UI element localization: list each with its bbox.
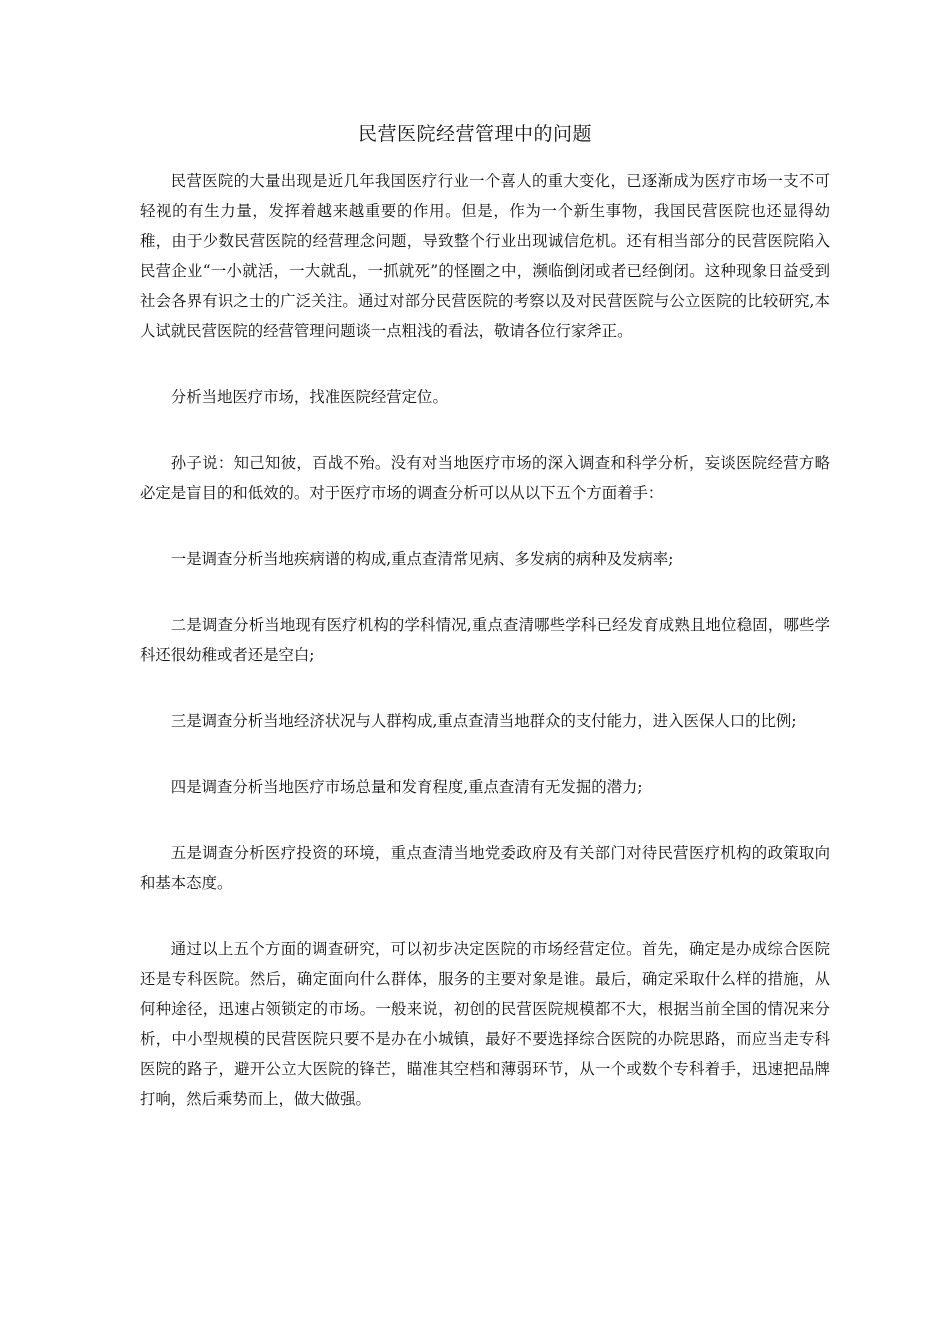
- paragraph-gap: [140, 802, 830, 838]
- intro-paragraph: 民营医院的大量出现是近几年我国医疗行业一个喜人的重大变化，已逐渐成为医疗市场一支不可轻视的有生力量，发挥着越来越重要的作用。但是，作为一个新生事物，我国民营医院也还显得幼稚，由于少数民营医院的经营理念问题，导致整个行业出现诚信危机。还有相当部分的民营医院陷入民营企业“一小就活，一大就乱，一抓就死”的怪圈之中，濒临倒闭或者已经倒闭。这种现象日益受到社会各界有识之士的广泛关注。通过对部分民营医院的考察以及对民营医院与公立医院的比较研究,本人试就民营医院的经营管理问题谈一点粗浅的看法，敬请各位行家斧正。: [140, 172, 830, 340]
- point-two-paragraph: 二是调查分析当地现有医疗机构的学科情况,重点查清哪些学科已经发育成熟且地位稳固，哪些学科还很幼稚或者还是空白;: [140, 616, 830, 664]
- point-one-paragraph: 一是调查分析当地疾病谱的构成,重点查清常见病、多发病的病种及发病率;: [170, 550, 674, 568]
- point-three-paragraph: 三是调查分析当地经济状况与人群构成,重点查清当地群众的支付能力，进入医保人口的比例;: [170, 712, 797, 730]
- paragraph-gap: [140, 898, 830, 934]
- document-body: [140, 166, 830, 1114]
- point-five-paragraph: 五是调查分析医疗投资的环境，重点查清当地党委政府及有关部门对待民营医疗机构的政策取向和基本态度。: [140, 844, 830, 892]
- paragraph-gap: [140, 412, 830, 448]
- section-heading: 分析当地医疗市场，找准医院经营定位。: [170, 388, 448, 406]
- market-analysis-paragraph: 孙子说：知己知彼，百战不殆。没有对当地医疗市场的深入调查和科学分析，妄谈医院经营方略必定是盲目的和低效的。对于医疗市场的调查分析可以从以下五个方面着手：: [140, 454, 830, 502]
- paragraph-gap: [140, 346, 830, 382]
- conclusion-paragraph: 通过以上五个方面的调查研究，可以初步决定医院的市场经营定位。首先，确定是办成综合医院还是专科医院。然后，确定面向什么群体，服务的主要对象是谁。最后，确定采取什么样的措施，从何种途径，迅速占领锁定的市场。一般来说，初创的民营医院规模都不大，根据当前全国的情况来分析，中小型规模的民营医院只要不是办在小城镇，最好不要选择综合医院的办院思路，而应当走专科医院的路子，避开公立大医院的锋芒，瞄准其空档和薄弱环节，从一个或数个专科着手，迅速把品牌打响，然后乘势而上，做大做强。: [140, 940, 830, 1108]
- paragraph-gap: [140, 508, 830, 544]
- point-four-paragraph: 四是调查分析当地医疗市场总量和发育程度,重点查清有无发掘的潜力;: [170, 778, 643, 796]
- paragraph-gap: [140, 574, 830, 610]
- paragraph-gap: [140, 670, 830, 706]
- document-title: 民营医院经营管理中的问题: [357, 123, 592, 145]
- paragraph-gap: [140, 736, 830, 772]
